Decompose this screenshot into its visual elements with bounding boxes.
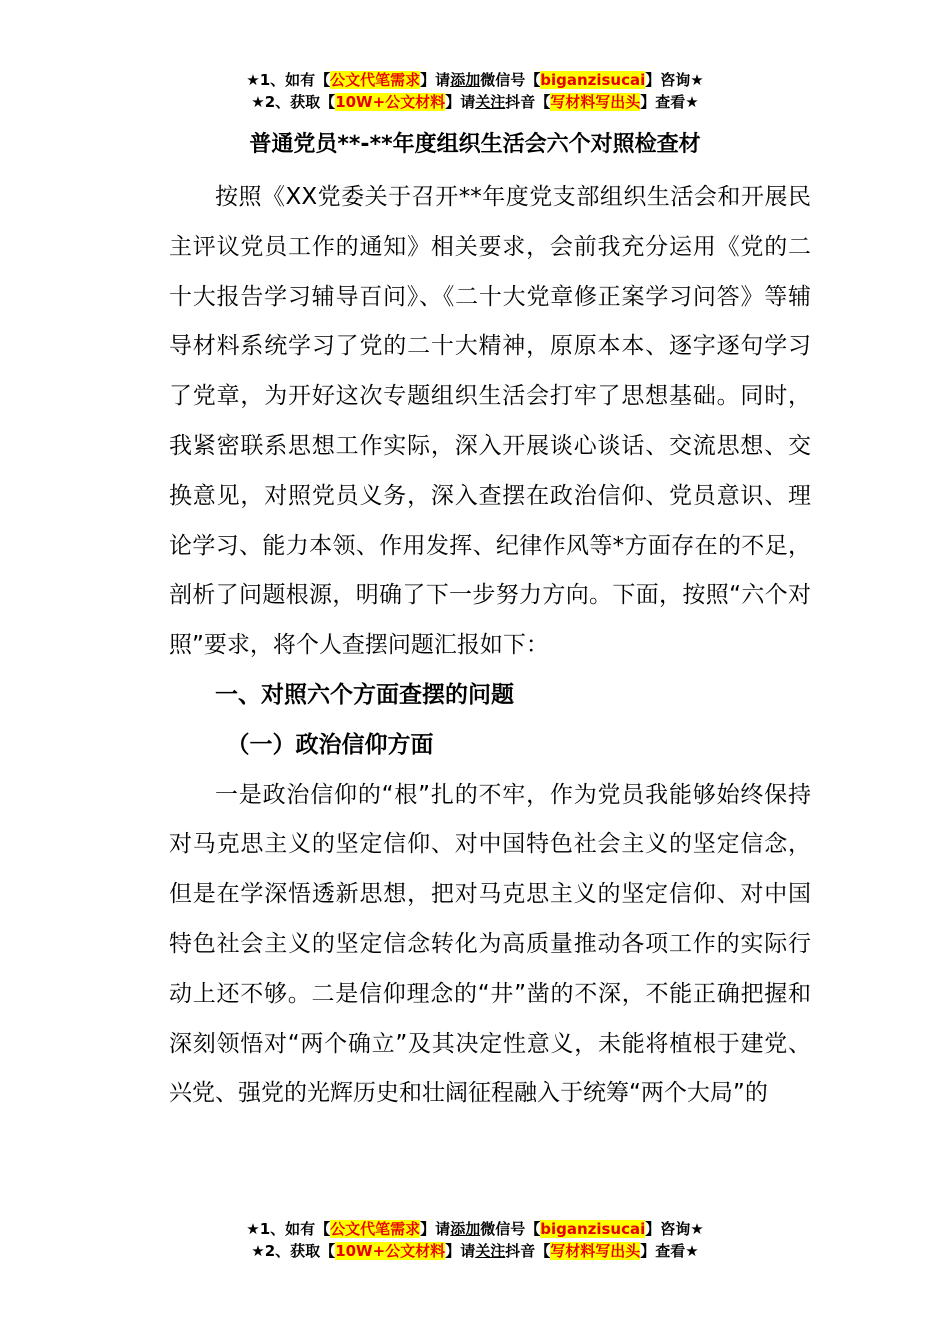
- footer-banner: [0, 1218, 950, 1262]
- footer-line2-mid2: 抖音【: [505, 1242, 551, 1260]
- header-banner: [0, 69, 950, 113]
- footer-line1-wechat-id: biganzisucai: [540, 1220, 646, 1238]
- footer-line1-mid2: 微信号【: [480, 1220, 541, 1238]
- banner-line1-highlight-service: 公文代笔需求: [330, 71, 421, 89]
- subsection-heading: （一）政治信仰方面: [226, 731, 434, 758]
- footer-line2-douyin-account: 写材料写出头: [550, 1242, 641, 1260]
- banner-line2-highlight-materials: 10W+公文材料: [335, 93, 446, 111]
- banner-line1-mid2: 微信号【: [480, 71, 541, 89]
- footer-line2-mid1: 】请: [445, 1242, 476, 1260]
- intro-paragraph: 按照《XX党委关于召开**年度党支部组织生活会和开展民主评议党员工作的通知》相关要求，会前我充分运用《党的二十大报告学习辅导百问》、《二十大党章修正案学习问答》等辅导材料系统学习了党的二十大精神，原原本本、逐字逐句学习了党章，为开好这次专题组织生活会打牢了思想基础。同时，我紧密联系思想工作实际，深入开展谈心谈话、交流思想、交换意见，对照党员义务，深入查摆在政治信仰、党员意识、理论学习、能力本领、作用发挥、纪律作风等*方面存在的不足，剖析了问题根源，明确了下一步努力方向。下面，按照“六个对照”要求，将个人查摆问题汇报如下：: [169, 184, 811, 659]
- banner-line2-prefix: ★2、获取【: [251, 93, 336, 111]
- banner-line1-prefix: ★1、如有【: [246, 71, 331, 89]
- banner-line1-underlined: 添加: [450, 71, 481, 89]
- footer-line1-prefix: ★1、如有【: [246, 1220, 331, 1238]
- banner-line2-suffix: 】查看★: [640, 93, 699, 111]
- banner-line-2: [0, 91, 950, 113]
- document-body: [169, 173, 811, 1119]
- footer-line2-underlined: 关注: [475, 1242, 506, 1260]
- document-title: 普通党员**-**年度组织生活会六个对照检查材: [249, 132, 701, 157]
- body-paragraph: 一是政治信仰的“根”扎的不牢，作为党员我能够始终保持对马克思主义的坚定信仰、对中国特色社会主义的坚定信念，但是在学深悟透新思想，把对马克思主义的坚定信仰、对中国特色社会主义的坚定信念转化为高质量推动各项工作的实际行动上还不够。二是信仰理念的“井”凿的不深，不能正确把握和深刻领悟对“两个确立”及其决定性意义，未能将植根于建党、兴党、强党的光辉历史和壮阔征程融入于统筹“两个大局”的: [169, 781, 811, 1107]
- banner-line2-douyin-account: 写材料写出头: [550, 93, 641, 111]
- banner-line2-underlined: 关注: [475, 93, 506, 111]
- banner-line1-wechat-id: biganzisucai: [540, 71, 646, 89]
- footer-line1-highlight-service: 公文代笔需求: [330, 1220, 421, 1238]
- footer-line2-prefix: ★2、获取【: [251, 1242, 336, 1260]
- footer-line1-suffix: 】咨询★: [645, 1220, 704, 1238]
- banner-line2-mid2: 抖音【: [505, 93, 551, 111]
- footer-line2-highlight-materials: 10W+公文材料: [335, 1242, 446, 1260]
- section-heading: 一、对照六个方面查摆的问题: [215, 681, 514, 708]
- footer-line1-mid1: 】请: [420, 1220, 451, 1238]
- footer-line1-underlined: 添加: [450, 1220, 481, 1238]
- banner-line1-suffix: 】咨询★: [645, 71, 704, 89]
- banner-line-1: [0, 69, 950, 91]
- banner-line1-mid1: 】请: [420, 71, 451, 89]
- footer-banner-line-1: [0, 1218, 950, 1240]
- footer-line2-suffix: 】查看★: [640, 1242, 699, 1260]
- banner-line2-mid1: 】请: [445, 93, 476, 111]
- footer-banner-line-2: [0, 1240, 950, 1262]
